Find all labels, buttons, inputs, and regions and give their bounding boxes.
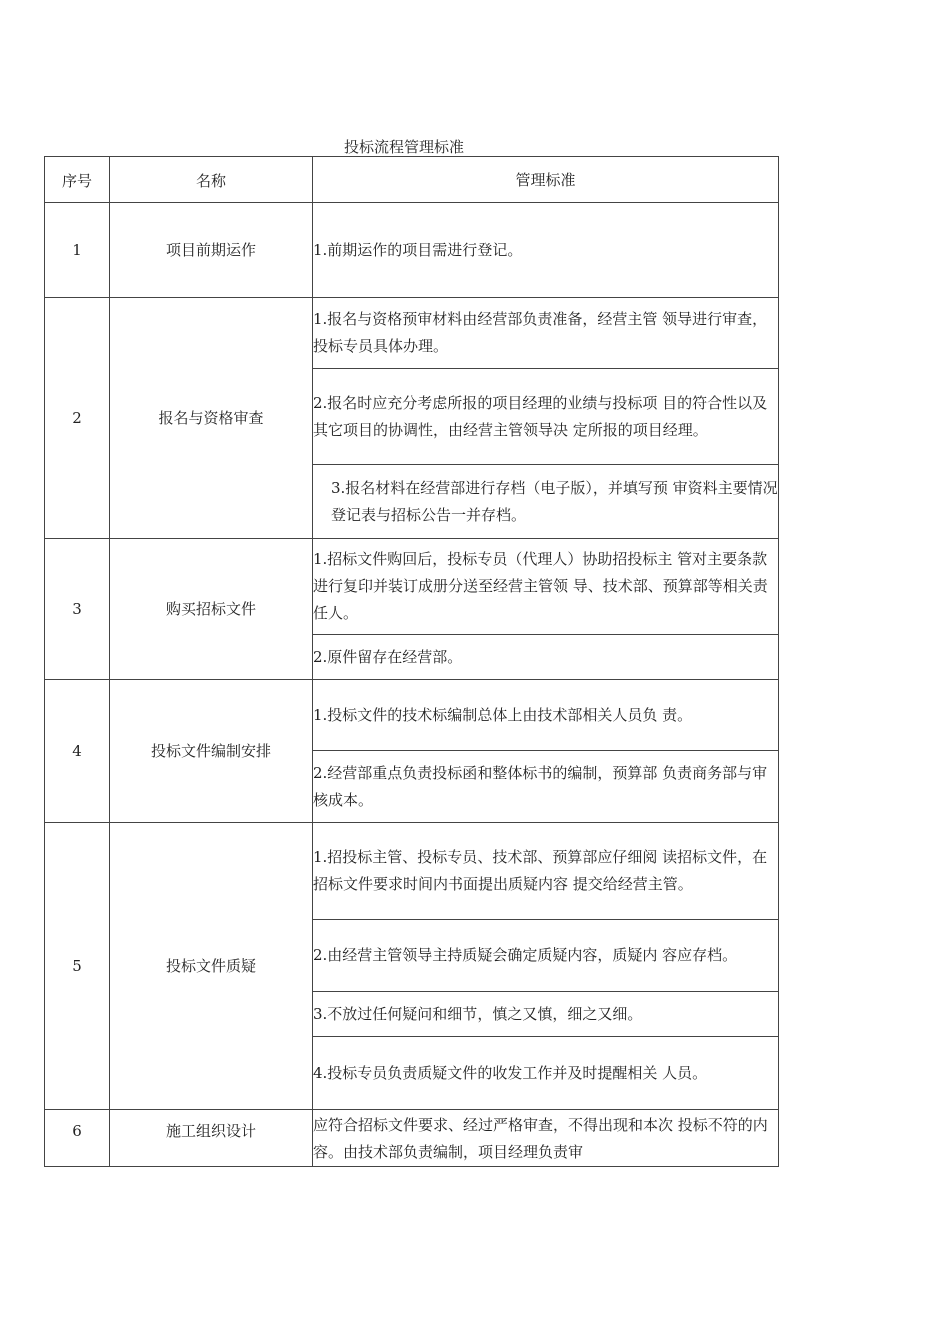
row-name: 项目前期运作: [110, 203, 313, 298]
standard-item: 3.不放过任何疑问和细节，慎之又慎，细之又细。: [313, 992, 779, 1037]
header-name: 名称: [110, 157, 313, 203]
table-row: [45, 539, 779, 635]
document-title: 投标流程管理标准: [343, 138, 464, 156]
standard-item: 4.投标专员负责质疑文件的收发工作并及时提醒相关 人员。: [313, 1037, 779, 1110]
row-number: 6: [45, 1110, 110, 1167]
table-row: [45, 823, 779, 920]
table-header-row: [45, 157, 779, 203]
header-no: 序号: [45, 157, 110, 203]
standards-table: [44, 156, 779, 1167]
standard-item: 应符合招标文件要求、经过严格审查，不得出现和本次 投标不符的内容。由技术部负责编制，项目经理负责审: [313, 1110, 779, 1167]
row-name: 投标文件编制安排: [110, 680, 313, 823]
row-name: 购买招标文件: [110, 539, 313, 680]
standard-item: 2.经营部重点负责投标函和整体标书的编制，预算部 负责商务部与审核成本。: [313, 751, 779, 823]
row-name: 施工组织设计: [110, 1110, 313, 1167]
row-number: 4: [45, 680, 110, 823]
standard-item: 1.招投标主管、投标专员、技术部、预算部应仔细阅 读招标文件，在招标文件要求时间内书面提出质疑内容 提交给经营主管。: [313, 823, 779, 920]
row-name: 报名与资格审查: [110, 298, 313, 539]
standard-item: 1.报名与资格预审材料由经营部负责准备，经营主管 领导进行审查，投标专员具体办理。: [313, 298, 779, 369]
row-number: 1: [45, 203, 110, 298]
table-row: [45, 298, 779, 369]
row-number: 3: [45, 539, 110, 680]
table-row: [45, 203, 779, 298]
table-row: [45, 680, 779, 751]
header-standard: 管理标准: [313, 157, 779, 203]
row-number: 5: [45, 823, 110, 1110]
standard-item: 1.前期运作的项目需进行登记。: [313, 203, 779, 298]
row-name: 投标文件质疑: [110, 823, 313, 1110]
standard-item: 3.报名材料在经营部进行存档（电子版），并填写预 审资料主要情况登记表与招标公告一并存档。: [313, 465, 779, 539]
standard-item: 1.招标文件购回后，投标专员（代理人）协助招投标主 管对主要条款进行复印并装订成册分送至经营主管领 导、技术部、预算部等相关责任人。: [313, 539, 779, 635]
standard-item: 2.原件留存在经营部。: [313, 635, 779, 680]
standard-item: 2.由经营主管领导主持质疑会确定质疑内容，质疑内 容应存档。: [313, 920, 779, 992]
standard-item: 2.报名时应充分考虑所报的项目经理的业绩与投标项 目的符合性以及其它项目的协调性，由经营主管领导决 定所报的项目经理。: [313, 369, 779, 465]
table-row: [45, 1110, 779, 1167]
row-number: 2: [45, 298, 110, 539]
standard-item: 1.投标文件的技术标编制总体上由技术部相关人员负 责。: [313, 680, 779, 751]
